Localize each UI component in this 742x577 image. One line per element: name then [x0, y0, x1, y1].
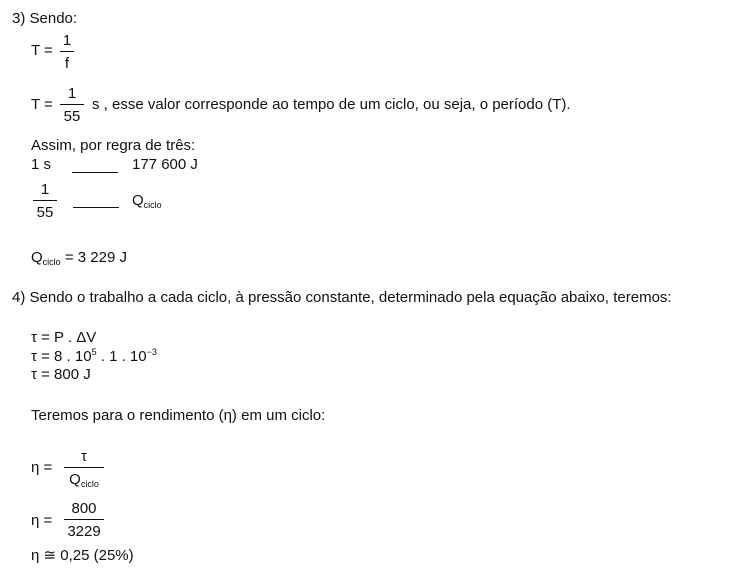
- rule-row2-numerator: 1: [40, 181, 50, 198]
- eq1-fraction: [60, 33, 74, 71]
- eq1-lhs: T =: [31, 42, 53, 59]
- fraction-bar: [60, 51, 74, 52]
- fraction-bar: [33, 200, 57, 201]
- rule-row1-left: 1 s: [31, 156, 52, 173]
- work-eq1: τ = P . ΔV: [31, 329, 97, 346]
- eq1-denominator: f: [64, 55, 70, 72]
- eff-result: η ≅ 0,25 (25%): [31, 547, 134, 564]
- q-symbol: Q: [132, 192, 144, 209]
- rule-row1-right: 177 600 J: [132, 156, 198, 173]
- fraction-bar: [64, 467, 104, 468]
- rule-row2-denominator: 55: [36, 204, 54, 221]
- rule-row2-fraction: [33, 182, 57, 220]
- item-4-heading: 4) Sendo o trabalho a cada ciclo, à pressão constante, determinado pela equação abaixo, teremos:: [12, 289, 672, 306]
- q-symbol: Q: [69, 471, 81, 488]
- q-ciclo-value: = 3 229 J: [64, 249, 127, 266]
- item-3-heading: 3) Sendo:: [12, 10, 78, 27]
- eq1-numerator: 1: [62, 32, 72, 49]
- work-eq2-part-b: . 1 . 10: [100, 348, 147, 365]
- eff2-numerator: 800: [71, 500, 97, 517]
- eff2-denominator: 3229: [67, 523, 101, 540]
- rule-row2-blank: [73, 207, 119, 208]
- eff2-fraction: [64, 501, 104, 539]
- eff1-lhs: η =: [31, 459, 53, 476]
- rule-of-three-intro: Assim, por regra de três:: [31, 137, 196, 154]
- q-ciclo-result: [31, 250, 127, 267]
- q-subscript: ciclo: [42, 257, 61, 267]
- eff1-fraction: [64, 449, 104, 489]
- rule-row1-blank: [72, 172, 118, 173]
- q-symbol: Q: [31, 249, 43, 266]
- eq2-denominator: 55: [63, 108, 81, 125]
- work-eq2-exp-a: 5: [91, 347, 97, 357]
- fraction-bar: [60, 104, 84, 105]
- work-eq3: τ = 800 J: [31, 366, 91, 383]
- rule-row2-q: [132, 193, 162, 210]
- work-eq2: [31, 348, 157, 364]
- q-subscript: ciclo: [143, 200, 162, 210]
- efficiency-intro: Teremos para o rendimento (η) em um ciclo:: [31, 407, 326, 424]
- work-eq2-part-a: τ = 8 . 10: [31, 348, 92, 365]
- eff1-denominator: [64, 472, 104, 489]
- eq2-fraction: [60, 86, 84, 124]
- fraction-bar: [64, 519, 104, 520]
- eff2-lhs: η =: [31, 512, 53, 529]
- work-eq2-exp-b: −3: [146, 347, 157, 357]
- q-subscript: ciclo: [80, 479, 99, 489]
- eff1-numerator: τ: [81, 448, 87, 465]
- eq2-explanation: s , esse valor corresponde ao tempo de um ciclo, ou seja, o período (T).: [92, 96, 571, 113]
- eq2-numerator: 1: [67, 85, 77, 102]
- eq2-lhs: T =: [31, 96, 53, 113]
